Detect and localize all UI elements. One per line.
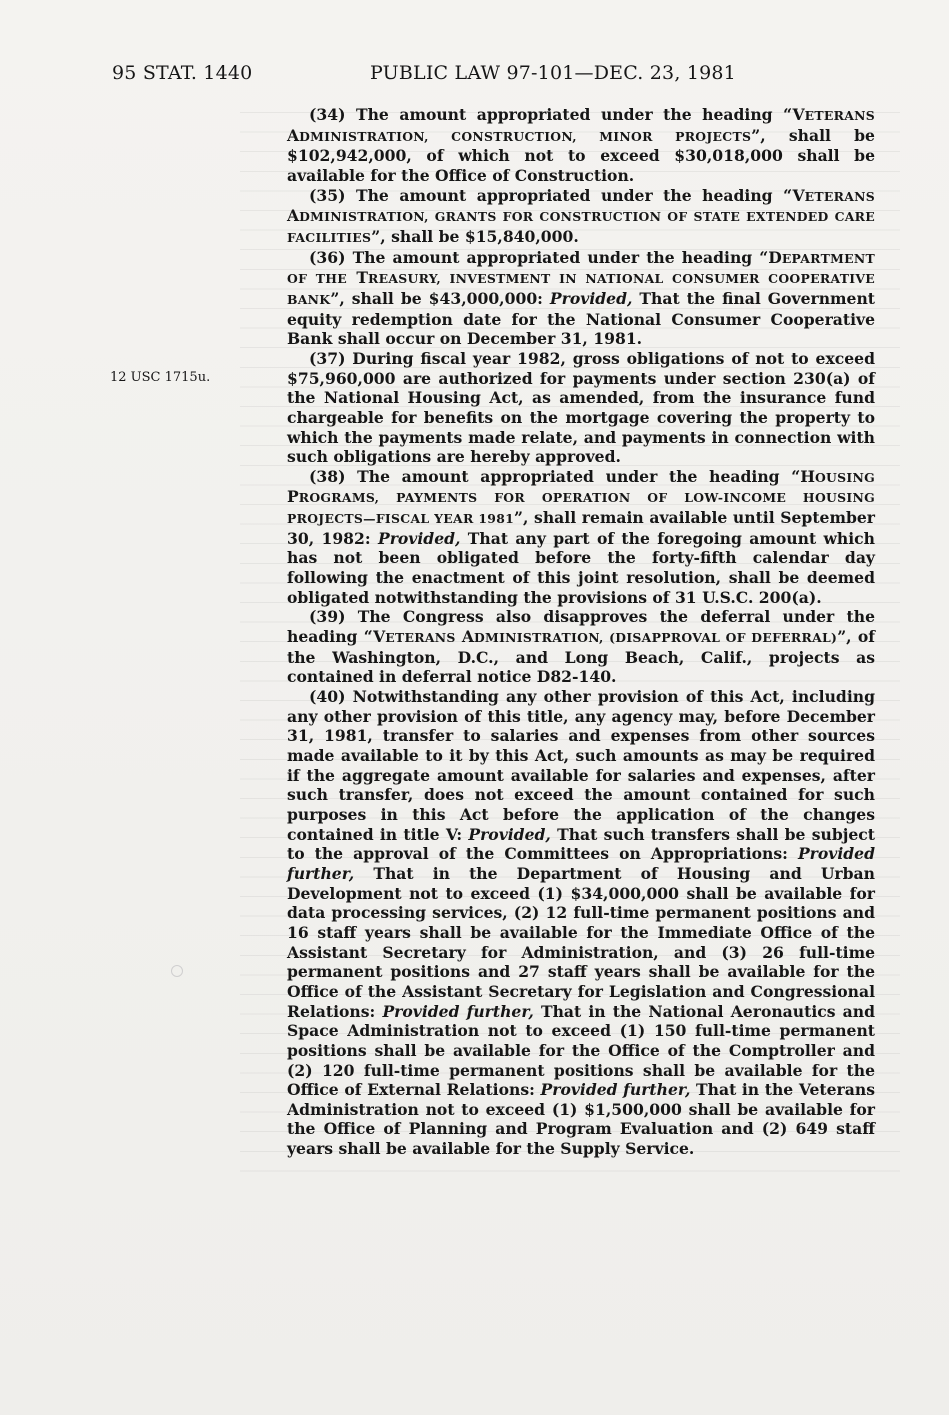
binding-hole (171, 965, 183, 977)
margin-citation: 12 USC 1715u. (110, 370, 211, 385)
paragraph-35: (35) The amount appropriated under the heading “VETERANS ADMINISTRATION, GRANTS FOR CONSTRUCTION OF STATE EXTENDED CARE FACILITIES”, shall be $15,840,000. (287, 185, 875, 246)
paragraph-34: (34) The amount appropriated under the heading “VETERANS ADMINISTRATION, CONSTRUCTION, MINOR PROJECTS”, shall be $102,942,000, of which not to exceed $30,018,000 shall be available for the Office of Construction. (287, 105, 875, 185)
public-law-title: PUBLIC LAW 97-101—DEC. 23, 1981 (370, 62, 736, 84)
paragraph-39: (39) The Congress also disapproves the deferral under the heading “VETERANS ADMINISTRATION, (DISAPPROVAL OF DEFERRAL)”, of the Washington, D.C., and Long Beach, Calif., projects as contained in deferral notice D82-140. (287, 607, 875, 687)
paragraph-38: (38) The amount appropriated under the heading “HOUSING PROGRAMS, PAYMENTS FOR OPERATION OF LOW-INCOME HOUSING PROJECTS—FISCAL YEAR 1981”, shall remain available until September 30, 1982: Provided, That any part of the foregoing amount which has not been obligated before the forty-fifth calendar day following the enactment of this joint resolution, shall be deemed obligated notwithstanding the provisions of 31 U.S.C. 200(a). (287, 466, 875, 607)
paragraph-37: (37) During fiscal year 1982, gross obligations of not to exceed $75,960,000 are authorized for payments under section 230(a) of the National Housing Act, as amended, from the insurance fund chargeable for benefits on the mortgage covering the property to which the payments made relate, and payments in connection with such obligations are hereby approved. (287, 348, 875, 467)
paragraph-36: (36) The amount appropriated under the heading “DEPARTMENT OF THE TREASURY, INVESTMENT IN NATIONAL CONSUMER COOPERATIVE BANK”, shall be $43,000,000: Provided, That the final Government equity redemption date for the National Consumer Cooperative Bank shall occur on December 31, 1981. (287, 247, 875, 349)
statute-page-number: 95 STAT. 1440 (112, 62, 253, 84)
paragraph-40: (40) Notwithstanding any other provision of this Act, including any other provision of this title, any agency may, before December 31, 1981, transfer to salaries and expenses from other sources made available to it by this Act, such amounts as may be required if the aggregate amount available for salaries and expenses, after such transfer, does not exceed the amount contained for such purposes in this Act before the application of the changes contained in title V: Provided, That such transfers shall be subject to the approval of the Committees on Appropriations: Provided further, That in the Department of Housing and Urban Development not to exceed (1) $34,000,000 shall be available for data processing services, (2) 12 full-time permanent positions and 16 staff years shall be available for the Immediate Office of the Assistant Secretary for Administration, and (3) 26 full-time permanent positions and 27 staff years shall be available for the Office of the Assistant Secretary for Legislation and Congressional Relations: Provided further, That in the National Aeronautics and Space Administration not to exceed (1) 150 full-time permanent positions shall be available for the Office of the Comptroller and (2) 120 full-time permanent positions shall be available for the Office of External Relations: Provided further, That in the Veterans Administration not to exceed (1) $1,500,000 shall be available for the Office of Planning and Program Evaluation and (2) 649 staff years shall be available for the Supply Service. (287, 687, 875, 1159)
document-body (287, 105, 875, 1159)
